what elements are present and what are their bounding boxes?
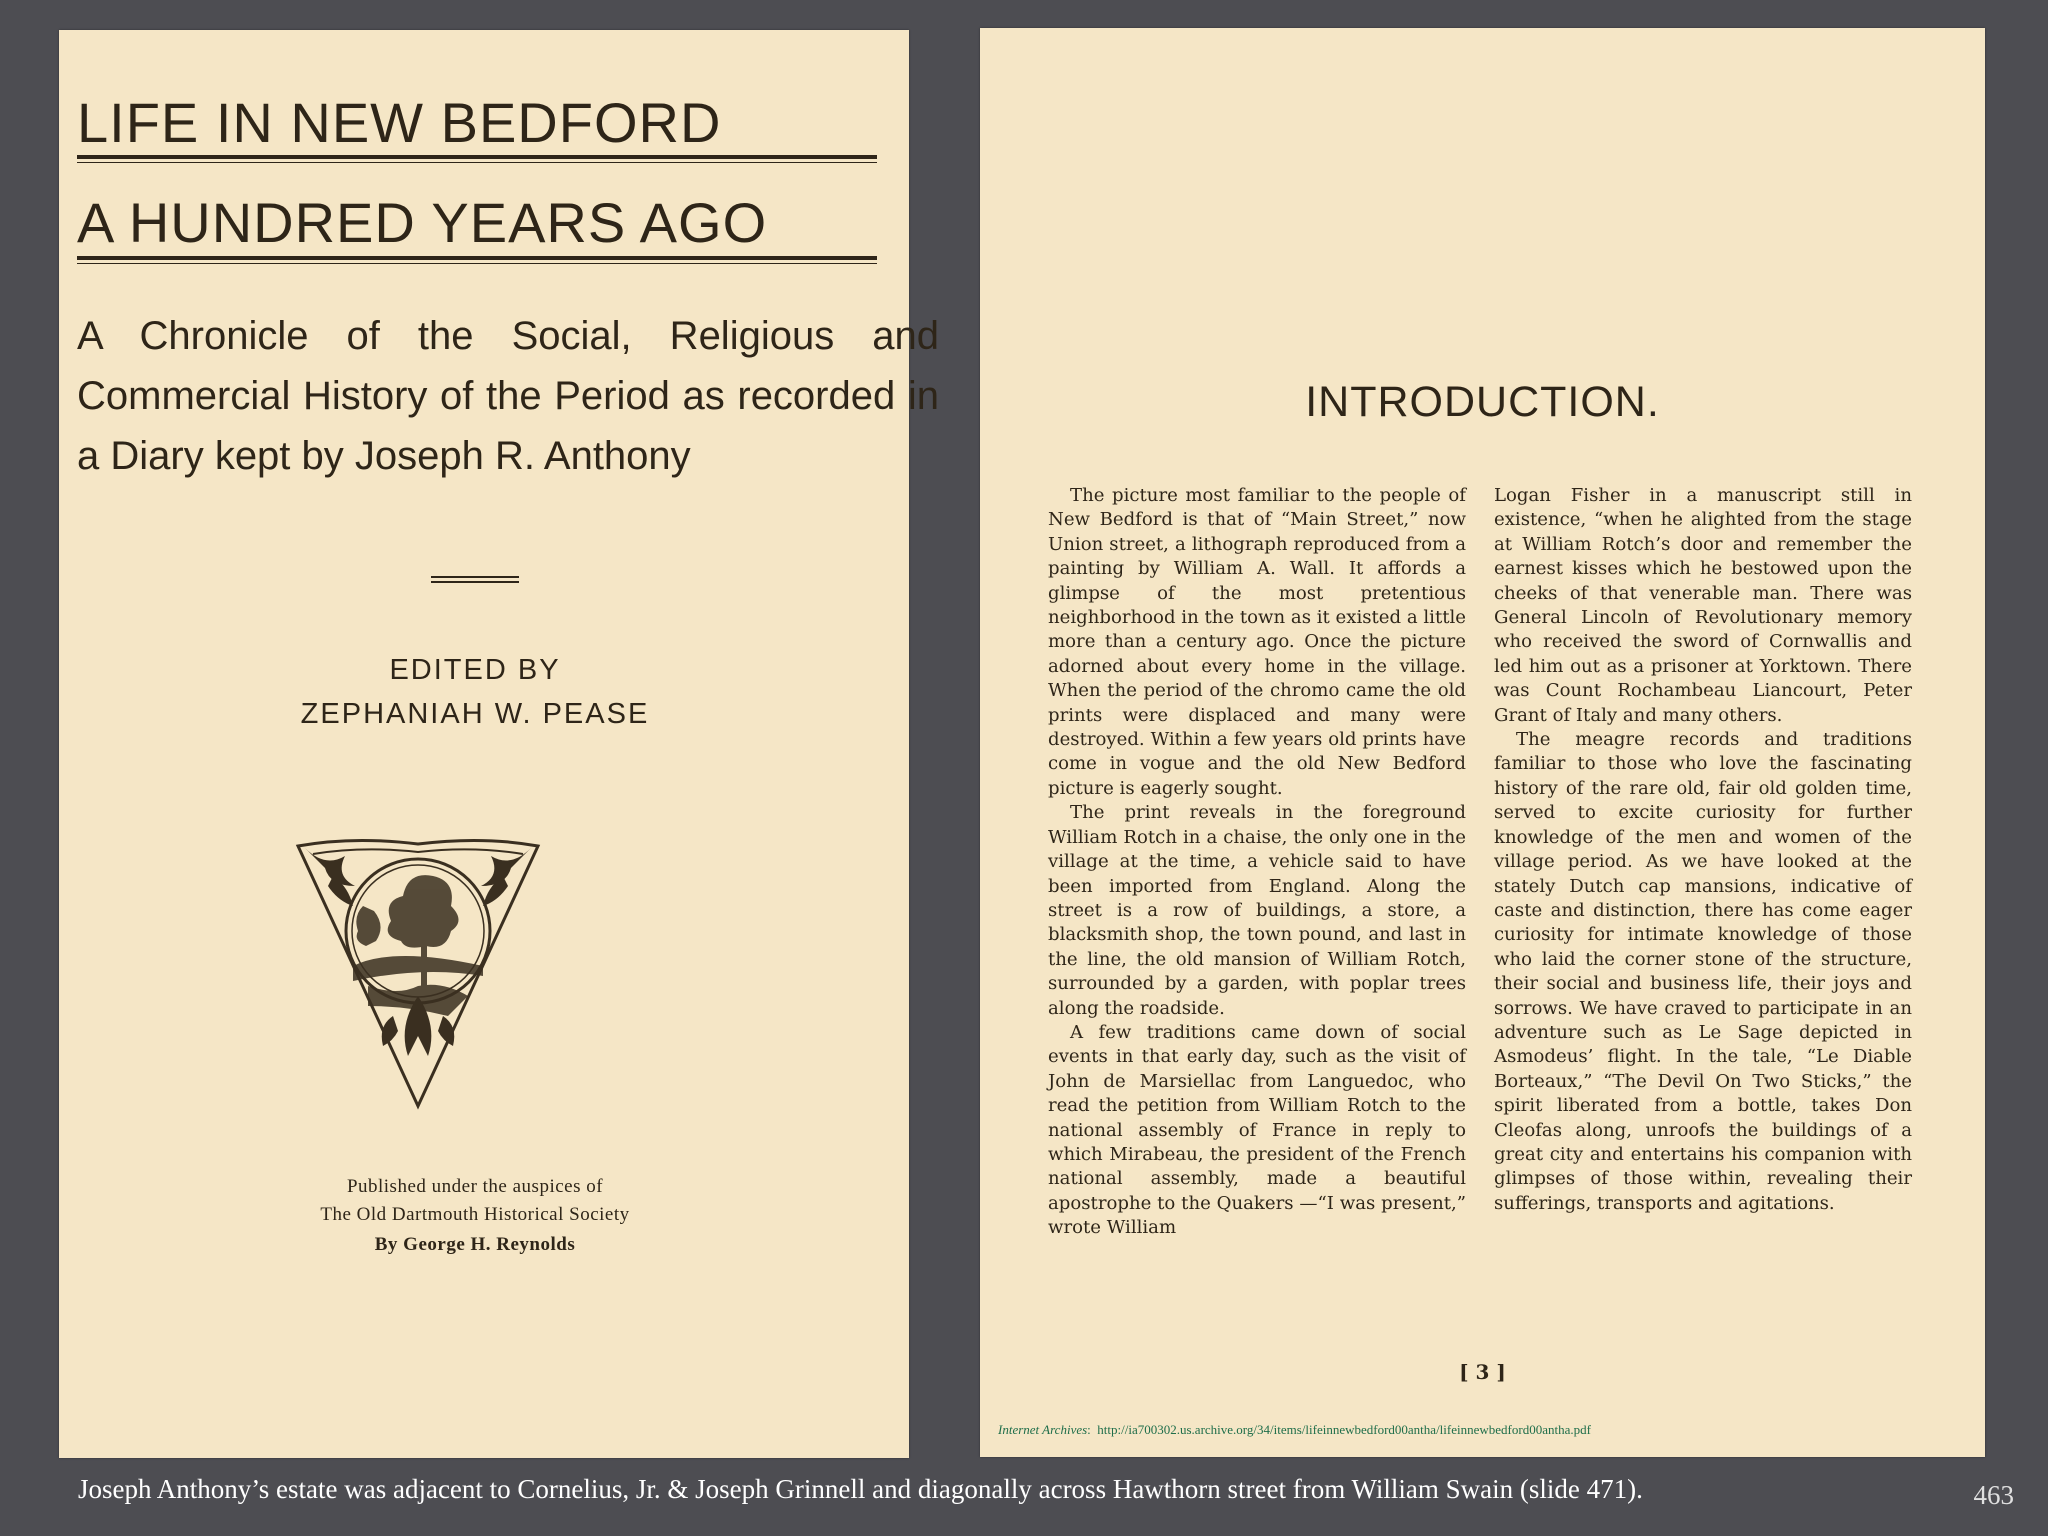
divider-rule	[431, 576, 519, 583]
edited-by-label: EDITED BY	[389, 654, 561, 686]
paragraph: Logan Fisher in a manuscript still in existence, “when he alighted from the stage at William Rotch’s door and remember the earnest kisses which he bestowed upon the cheeks of that venerable man. There was General Lincoln of Revolutionary memory who received the sword of Cornwallis and led him out as a prisoner at Yorktown. There was Count Rochambeau Liancourt, Peter Grant of Italy and many others.	[1494, 485, 1912, 726]
slide-caption: Joseph Anthony’s estate was adjacent to Cornelius, Jr. & Joseph Grinnell and diagonally across Hawthorn street from William Swain (slide 471).	[78, 1474, 1643, 1504]
right-book-page	[980, 28, 1985, 1457]
title-line-2: A HUNDRED YEARS AGO	[77, 191, 768, 254]
text-column-left	[1048, 484, 1466, 1241]
editor-name: ZEPHANIAH W. PEASE	[300, 698, 650, 730]
source-label: Internet Archives	[998, 1422, 1088, 1437]
publisher-line-1: Published under the auspices of	[346, 1176, 604, 1197]
tree-landscape-ornament-icon	[293, 836, 543, 1116]
title-line-1: LIFE IN NEW BEDFORD	[77, 91, 722, 154]
title-rule-1	[77, 155, 877, 163]
slide-number: 463	[1973, 1480, 2014, 1510]
paragraph: A few traditions came down of social events in that early day, such as the visit of John de Marsiellac from Languedoc, who read the petition from William Rotch to the national assembly of France in reply to which Mirabeau, the president of the French national assembly, made a beautiful apostrophe to the Quakers —“I was present,” wrote William	[1048, 1021, 1466, 1239]
source-citation: Internet Archives: http://ia700302.us.archive.org/34/items/lifeinnewbedford00antha/lifeinnewbedford00antha.pdf	[998, 1422, 1591, 1437]
publisher-line-3: By George H. Reynolds	[374, 1234, 576, 1255]
introduction-heading: INTRODUCTION.	[1305, 378, 1660, 426]
paragraph: The meagre records and traditions familiar to those who love the fascinating history of the rare old, fair old golden time, served to excite curiosity for further knowledge of the men and women of the village period. As we have looked at the stately Dutch cap mansions, indicative of caste and distinction, there has come eager curiosity for intimate knowledge of those who laid the corner stone of the structure, their social and business life, their joys and sorrows. We have craved to participate in an adventure such as Le Sage depicted in Asmodeus’ flight. In the tale, “Le Diable Borteaux,” “The Devil On Two Sticks,” the spirit liberated from a bottle, takes Don Cleofas along, unroofs the buildings of a great city and entertains his companion with glimpses of those within, revealing their sufferings, transports and agitations.	[1494, 729, 1912, 1214]
page-number: [ 3 ]	[1459, 1360, 1506, 1384]
paragraph: The picture most familiar to the people of New Bedford is that of “Main Street,” now Union street, a lithograph reproduced from a painting by William A. Wall. It affords a glimpse of the most pretentious neighborhood in the town as it existed a little more than a century ago. Once the picture adorned about every home in the village. When the period of the chromo came the old prints were displaced and many were destroyed. Within a few years old prints have come in vogue and the old New Bedford picture is eagerly sought.	[1048, 485, 1466, 799]
publisher-line-2: The Old Dartmouth Historical Society	[320, 1204, 630, 1225]
source-url-link[interactable]: http://ia700302.us.archive.org/34/items/lifeinnewbedford00antha/lifeinnewbedford00antha.pdf	[1097, 1422, 1591, 1437]
paragraph: The print reveals in the foreground William Rotch in a chaise, the only one in the village at the time, a vehicle said to have been imported from England. Along the street is a row of buildings, a store, a blacksmith shop, the town pound, and last in the line, the old mansion of William Rotch, surrounded by a garden, with poplar trees along the roadside.	[1048, 802, 1466, 1019]
title-rule-2	[77, 256, 877, 264]
book-subtitle: A Chronicle of the Social, Religious and Commercial History of the Period as recorded in a Diary kept by Joseph R. Anthony	[77, 314, 939, 478]
text-column-right	[1494, 484, 1912, 1216]
left-book-page	[59, 30, 939, 1458]
